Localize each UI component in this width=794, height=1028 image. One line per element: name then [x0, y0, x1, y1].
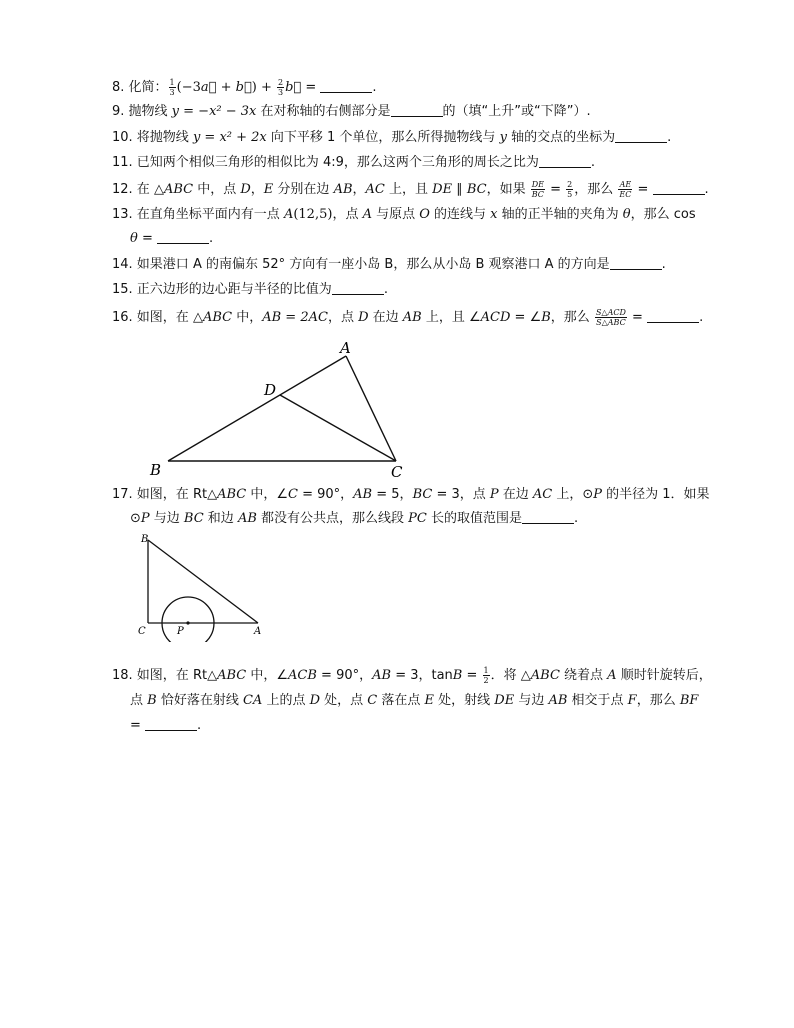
question-12: 12. 在 △ABC 中，点 D，E 分别在边 AB，AC 上，且 DE ∥ BC，如果 $\frac{DE}{BC}$ = $\frac{2}{5}$ ，那么 $\frac{AE}{EC}$ = .	[112, 180, 709, 199]
answer-blank-12[interactable]	[653, 181, 705, 195]
question-13: 13. 在直角坐标平面内有一点 A(12,5)，点 A 与原点 O 的连线与 x 轴的正半轴的夹角为 θ，那么 cos	[112, 207, 696, 222]
label-a: A	[340, 339, 351, 357]
label-a: A	[254, 626, 262, 637]
fraction-one-third: $\frac{1}{3}$	[169, 78, 175, 97]
label-p: P	[177, 626, 184, 637]
label-d: D	[264, 381, 277, 399]
fraction-two-fifths: $\frac{2}{5}$	[567, 180, 573, 199]
answer-blank-14[interactable]	[610, 256, 662, 270]
figure-16-triangle	[140, 335, 430, 480]
label-b: B	[141, 534, 149, 545]
label-c: C	[391, 463, 403, 480]
question-13-line-2: θ = .	[130, 231, 214, 246]
question-17: 17. 如图，在 Rt△ABC 中，∠C = 90°，AB = 5，BC = 3，点 P 在边 AC 上，⊙P 的半径为 1．如果	[112, 487, 710, 502]
label-b: B	[150, 461, 162, 479]
answer-blank-16[interactable]	[647, 309, 699, 323]
question-14: 14. 如果港口 A 的南偏东 52° 方向有一座小岛 B，那么从小岛 B 观察港口 A 的方向是 .	[112, 257, 666, 272]
answer-blank-18[interactable]	[145, 717, 197, 731]
fraction-de-bc: $\frac{DE}{BC}$	[531, 180, 544, 199]
segment-ac	[346, 356, 396, 461]
question-18: 18. 如图，在 Rt△ABC 中，∠ACB = 90°，AB = 3，tanB = $\frac{1}{2}$ ．将 △ABC 绕着点 A 顺时针旋转后，	[112, 666, 712, 685]
fraction-two-thirds: $\frac{2}{3}$	[277, 78, 284, 97]
fraction-ae-ec: $\frac{AE}{EC}$	[619, 180, 632, 199]
answer-blank-15[interactable]	[332, 281, 384, 295]
answer-blank-17[interactable]	[522, 510, 574, 524]
question-17-line-2: ⊙P 与边 BC 和边 AB 都没有公共点，那么线段 PC 长的取值范围是 .	[130, 511, 579, 526]
question-8: 8. 化简： $\frac{1}{3}$ (−3a⃗ + b⃗) + $\frac{2}{3}$ b⃗ = .	[112, 78, 377, 97]
label-c: C	[138, 626, 146, 637]
question-10: 10. 将抛物线 y = x² + 2x 向下平移 1 个单位，那么所得抛物线与 y 轴的交点的坐标为 .	[112, 130, 672, 145]
answer-blank-11[interactable]	[539, 154, 591, 168]
question-11: 11. 已知两个相似三角形的相似比为 4:9，那么这两个三角形的周长之比为 .	[112, 155, 596, 170]
question-15: 15. 正六边形的边心距与半径的比值为 .	[112, 282, 388, 297]
question-18-line-2: 点 B 恰好落在射线 CA 上的点 D 处，点 C 落在点 E 处，射线 DE 与边 AB 相交于点 F，那么 BF	[130, 693, 699, 708]
answer-blank-10[interactable]	[615, 129, 667, 143]
circle-p	[162, 597, 214, 642]
answer-blank-8[interactable]	[320, 79, 372, 93]
segment-ab	[168, 356, 346, 461]
question-18-line-3: = .	[130, 718, 202, 733]
question-16: 16. 如图，在 △ABC 中，AB = 2AC，点 D 在边 AB 上，且 ∠ACD = ∠B，那么 $\frac{\text{S△ACD}}{\text{S△ABC}}$ = .	[112, 308, 704, 327]
fraction-area-ratio: $\frac{\text{S△ACD}}{\text{S△ABC}}$	[595, 308, 626, 327]
answer-blank-13[interactable]	[157, 230, 209, 244]
fraction-one-half: $\frac{1}{2}$	[483, 666, 489, 685]
segment-cd	[280, 395, 396, 461]
answer-blank-9[interactable]	[391, 103, 443, 117]
question-9: 9. 抛物线 y = −x² − 3x 在对称轴的右侧部分是 的（填“上升”或“下降”）.	[112, 104, 591, 119]
point-p	[186, 621, 189, 624]
figure-17-triangle	[132, 530, 272, 642]
